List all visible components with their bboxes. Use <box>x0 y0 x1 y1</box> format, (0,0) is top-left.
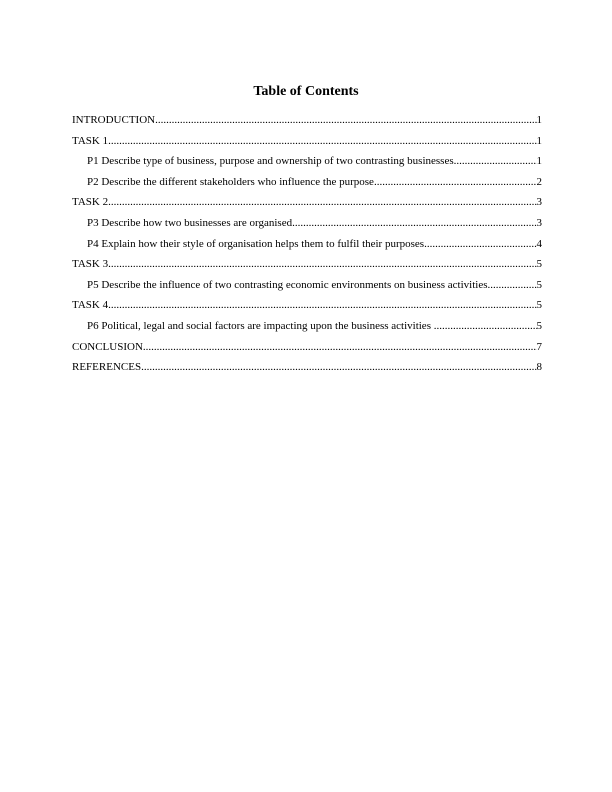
toc-entry-label: P3 Describe how two businesses are organised <box>87 216 293 229</box>
toc-entry-task-1[interactable] <box>72 135 542 156</box>
toc-entry-introduction[interactable] <box>72 114 542 135</box>
toc-dot-leader <box>155 114 536 127</box>
toc-entry-page: 1 <box>536 155 542 168</box>
toc-entry-page: 1 <box>536 134 542 147</box>
toc-entry-label: P4 Explain how their style of organisation helps them to fulfil their purposes <box>87 237 425 250</box>
toc-entry-page: 5 <box>536 299 542 312</box>
toc-dot-leader <box>143 341 537 354</box>
toc-dot-leader <box>108 258 536 271</box>
toc-entry-label: INTRODUCTION <box>72 114 156 126</box>
toc-entry-task-4[interactable] <box>72 299 542 320</box>
toc-entry-page: 3 <box>536 216 542 229</box>
toc-dot-leader <box>424 238 536 251</box>
toc-entry-label: TASK 3 <box>72 258 109 271</box>
toc-dot-leader <box>141 361 536 374</box>
toc-dot-leader <box>292 217 536 230</box>
toc-entry-label: P5 Describe the influence of two contrasting economic environments on business activities <box>87 278 488 291</box>
toc-entry-label: CONCLUSION <box>72 340 143 353</box>
toc-dot-leader <box>108 135 536 148</box>
toc-entry-p1[interactable] <box>72 155 542 176</box>
toc-entry-references[interactable] <box>72 361 542 382</box>
toc-entry-label: TASK 4 <box>72 299 109 312</box>
toc-entry-page: 3 <box>536 196 542 209</box>
toc-entry-page: 4 <box>536 237 542 250</box>
toc-entry-page: 1 <box>536 114 542 126</box>
toc-entry-conclusion[interactable] <box>72 341 542 362</box>
toc-entry-p2[interactable] <box>72 176 542 197</box>
toc-entry-label: TASK 2 <box>72 196 109 209</box>
toc-dot-leader <box>434 320 537 333</box>
toc-entry-page: 5 <box>536 258 542 271</box>
toc-entry-label: TASK 1 <box>72 134 109 147</box>
toc-entry-page: 2 <box>536 175 542 188</box>
toc-entry-page: 5 <box>536 319 542 332</box>
toc-entry-label: REFERENCES <box>72 361 142 374</box>
toc-entry-p4[interactable] <box>72 238 542 259</box>
toc-dot-leader <box>374 176 537 189</box>
toc-dot-leader <box>108 299 536 312</box>
toc-entry-page: 7 <box>536 340 542 353</box>
toc-entry-p3[interactable] <box>72 217 542 238</box>
toc-entry-label: P6 Political, legal and social factors are impacting upon the business activities <box>87 319 434 332</box>
toc-entry-label: P2 Describe the different stakeholders who influence the purpose <box>87 175 374 188</box>
toc-dot-leader <box>488 279 537 292</box>
toc-list <box>72 114 542 382</box>
toc-dot-leader <box>454 155 537 168</box>
toc-entry-task-3[interactable] <box>72 258 542 279</box>
toc-entry-task-2[interactable] <box>72 196 542 217</box>
toc-entry-p6[interactable] <box>72 320 542 341</box>
toc-entry-page: 8 <box>536 361 542 374</box>
toc-dot-leader <box>108 196 536 209</box>
toc-entry-p5[interactable] <box>72 279 542 300</box>
toc-entry-page: 5 <box>536 278 542 291</box>
toc-title: Table of Contents <box>253 84 359 99</box>
toc-entry-label: P1 Describe type of business, purpose and ownership of two contrasting businesses <box>87 155 454 168</box>
